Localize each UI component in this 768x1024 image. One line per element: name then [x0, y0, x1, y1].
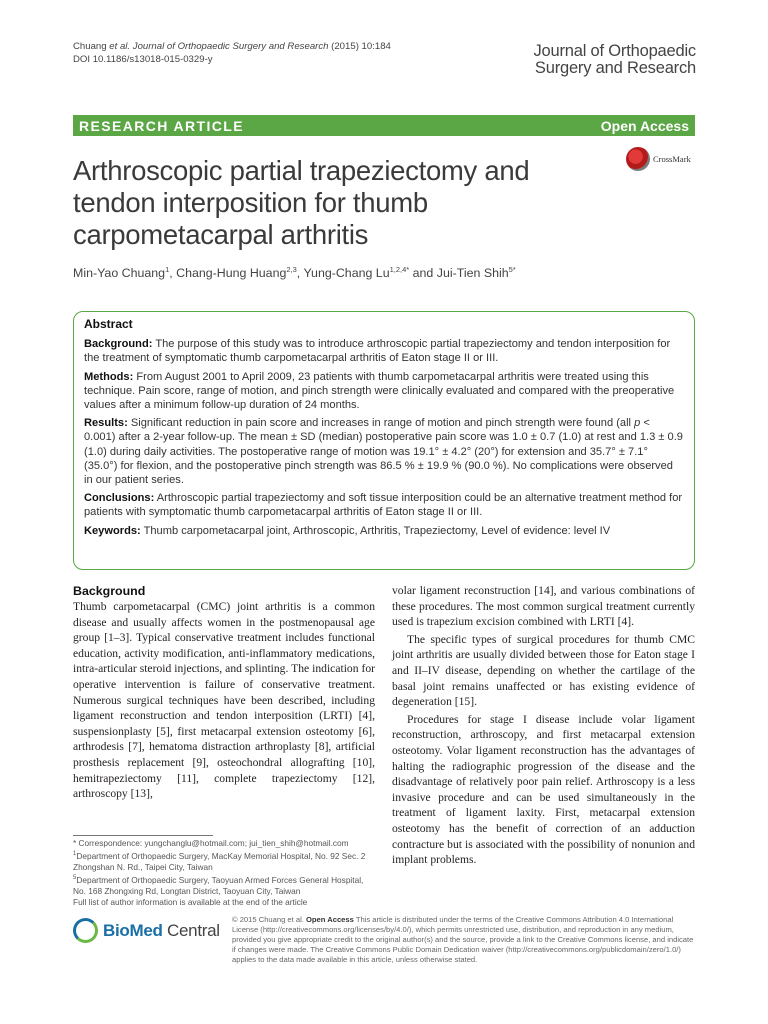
abstract-results — [84, 416, 684, 487]
abstract-results-label: Results: — [84, 417, 128, 430]
body-paragraph: Thumb carpometacarpal (CMC) joint arthritis is a common disease and usually affects women in the postmenopausal age group [1–3]. Typical conservative treatment includes functional education, activity modification, anti-inflammatory medications, intra-articular steroid injections, and splinting. The indication for operative intervention is failure of conservative treatment. Numerous surgical techniques have been described, including ligament reconstruction and tendon interposition (LRTI) [4], suspensionplasty [5], first metacarpal extension osteotomy [6], arthrodesis [7], hematoma distraction arthroplasty [8], artificial prosthesis replacement [9], osteochondral allografting [10], hemitrapeziectomy [11], complete trapeziectomy [12], arthroscopy [13], — [73, 600, 375, 801]
abstract-conclusions — [84, 491, 684, 519]
citation-header — [73, 40, 391, 66]
author[interactable] — [437, 266, 516, 280]
footnotes — [73, 838, 378, 908]
author-separator: , — [296, 266, 304, 281]
affiliation-text: Department of Orthopaedic Surgery, MacKay Memorial Hospital, No. 92 Sec. 2 Zhongshan N. Rd., Taipei City, Taiwan — [73, 850, 366, 872]
citation-journal: Journal of Orthopaedic Surgery and Research — [132, 41, 329, 52]
abstract-conclusions-text: Arthroscopic partial trapeziectomy and soft tissue interposition could be an alternative treatment method for patients with symptomatic thumb carpometacarpal arthritis of Eaton stage II or III. — [84, 492, 683, 519]
affiliation-text: Department of Orthopaedic Surgery, Taoyuan Armed Forces General Hospital, No. 168 Zhongxing Rd, Longtan District, Taoyuan City, Taiwan — [73, 874, 364, 896]
section-heading-background: Background — [73, 584, 146, 598]
abstract-background-label: Background: — [84, 338, 153, 351]
abstract-conclusions-label: Conclusions: — [84, 492, 155, 505]
article-title: Arthroscopic partial trapeziectomy and tendon interposition for thumb carpometacarpal arthritis — [73, 155, 530, 250]
affiliation-mark: 1 — [73, 851, 77, 857]
biomed-central-ring-icon — [73, 918, 98, 943]
logo-central: Central — [167, 920, 220, 940]
license-copyright: © 2015 Chuang et al. — [232, 915, 304, 924]
logo-bio: Bio — [103, 920, 130, 940]
body-paragraph: Procedures for stage I disease include volar ligament reconstruction, arthroscopy, and first metacarpal extension osteotomy. Volar ligament reconstruction has the advantages of halting the radiographic progression of the disease and the disadvantage of relatively poor pain relief. Arthroscopy is a less invasive procedure and can be used simultaneously in the treatment of ligament laxity. First, metacarpal extension osteotomy has the benefit of correction of an adduction contracture but is associated with the possibility of nonunion and implant problems. — [392, 712, 695, 867]
article-type-bar — [73, 115, 695, 136]
author-affiliation-mark: 1 — [165, 265, 170, 274]
author[interactable] — [303, 266, 409, 280]
author-list — [73, 265, 516, 280]
abstract-background — [84, 337, 684, 365]
affiliation-note — [73, 873, 378, 897]
author-separator: and — [409, 266, 437, 281]
author[interactable] — [176, 266, 297, 280]
author-name: Min-Yao Chuang — [73, 266, 166, 281]
abstract-methods-text: From August 2001 to April 2009, 23 patients with thumb carpometacarpal arthritis were treated using this technique. Pain score, range of motion, and pinch strength were clinically evaluated and compared with the preoperative values after a minimum follow-up duration of 24 months. — [84, 370, 675, 412]
crossmark-badge[interactable] — [626, 147, 691, 171]
abstract-results-text: Significant reduction in pain score and increases in range of motion and pinch strength were found (all — [130, 417, 635, 430]
citation-et-al: et al. — [109, 41, 131, 52]
body-paragraph: The specific types of surgical procedures for thumb CMC joint arthritis are usually divided between those for Eaton stage I and II–IV disease, depending on whether the cartilage of the basal joint remains unaffected or has existing evidence of degeneration [15]. — [392, 632, 695, 709]
citation-line — [73, 40, 391, 53]
doi[interactable]: DOI 10.1186/s13018-015-0329-y — [73, 54, 213, 65]
citation-author: Chuang — [73, 41, 107, 52]
biomed-central-logo[interactable] — [73, 918, 220, 943]
journal-name-line1: Journal of Orthopaedic — [533, 42, 696, 60]
author-name: Jui-Tien Shih — [436, 266, 509, 281]
full-author-info-note: Full list of author information is available at the end of the article — [73, 896, 308, 907]
body-column-left — [73, 583, 375, 802]
biomed-central-wordmark — [103, 921, 220, 941]
affiliation-mark: 5 — [73, 874, 77, 881]
author-affiliation-mark: 5* — [508, 265, 516, 274]
body-column-right — [392, 583, 695, 868]
body-paragraph: volar ligament reconstruction [14], and various combinations of these procedures. The most common surgical treatment currently used is trapezium excision combined with LRTI [4]. — [392, 584, 695, 629]
license-open-access: Open Access — [306, 915, 354, 924]
abstract-box — [73, 311, 695, 570]
author-name: Yung-Chang Lu — [303, 266, 390, 281]
logo-med: Med — [129, 920, 163, 940]
crossmark-label: CrossMark — [653, 154, 691, 164]
citation-volume: (2015) 10:184 — [331, 41, 391, 52]
license-statement — [232, 915, 697, 965]
author-separator: , — [169, 266, 177, 281]
abstract-keywords-label: Keywords: — [84, 524, 141, 537]
open-access-label: Open Access — [600, 117, 689, 134]
author-affiliation-mark: 2,3 — [286, 265, 297, 274]
author[interactable] — [73, 266, 169, 280]
abstract-results-p: p — [634, 417, 641, 430]
crossmark-icon — [626, 147, 650, 171]
abstract-heading: Abstract — [84, 317, 133, 331]
journal-logo — [533, 43, 696, 77]
article-type: RESEARCH ARTICLE — [79, 117, 244, 134]
correspondence-note[interactable]: * Correspondence: yungchanglu@hotmail.com; jui_tien_shih@hotmail.com — [73, 838, 349, 848]
abstract-keywords — [84, 524, 684, 538]
abstract-methods-label: Methods: — [84, 370, 134, 383]
affiliation-note — [73, 849, 378, 873]
abstract-keywords-text: Thumb carpometacarpal joint, Arthroscopic, Arthritis, Trapeziectomy, Level of evidence: level IV — [143, 524, 611, 537]
footnote-divider — [73, 835, 213, 836]
license-text: This article is distributed under the terms of the Creative Commons Attribution 4.0 International License (http://creativecommons.org/licenses/by/4.0/), which permits unrestricted use, distribution, and reproduction in any medium, provided you give appropriate credit to the original author(s) and the source, provide a link to the Creative Commons license, and indicate if changes were made. The Creative Commons Public Domain Dedication waiver (http://creativecommons.org/publicdomain/zero/1.0/) applies to the data made available in this article, unless otherwise stated. — [232, 915, 694, 964]
abstract-background-text: The purpose of this study was to introduce arthroscopic partial trapeziectomy and tendon interposition for the treatment of symptomatic thumb carpometacarpal arthritis of Eaton stage II or III. — [84, 338, 671, 365]
journal-name-line2: Surgery and Research — [534, 59, 696, 77]
author-affiliation-mark: 1,2,4* — [389, 265, 410, 274]
author-name: Chang-Hung Huang — [176, 266, 287, 281]
abstract-methods — [84, 370, 684, 413]
abstract-results-text-cont: < 0.001) after a 2-year follow-up. The mean ± SD (median) postoperative pain score was 1.0 ± 0.7 (1.0) at rest and 1.3 ± 0.9 (1.0) during daily activities. The postoperative range of motion was 19.1° ± 4.2° (20°) for extension and 35.7° ± 7.1° (35.0°) for flexion, and the postoperative pinch strength was 86.5 % ± 19.9 % (90.0 %). No complications were observed in our patient series. — [84, 417, 683, 487]
